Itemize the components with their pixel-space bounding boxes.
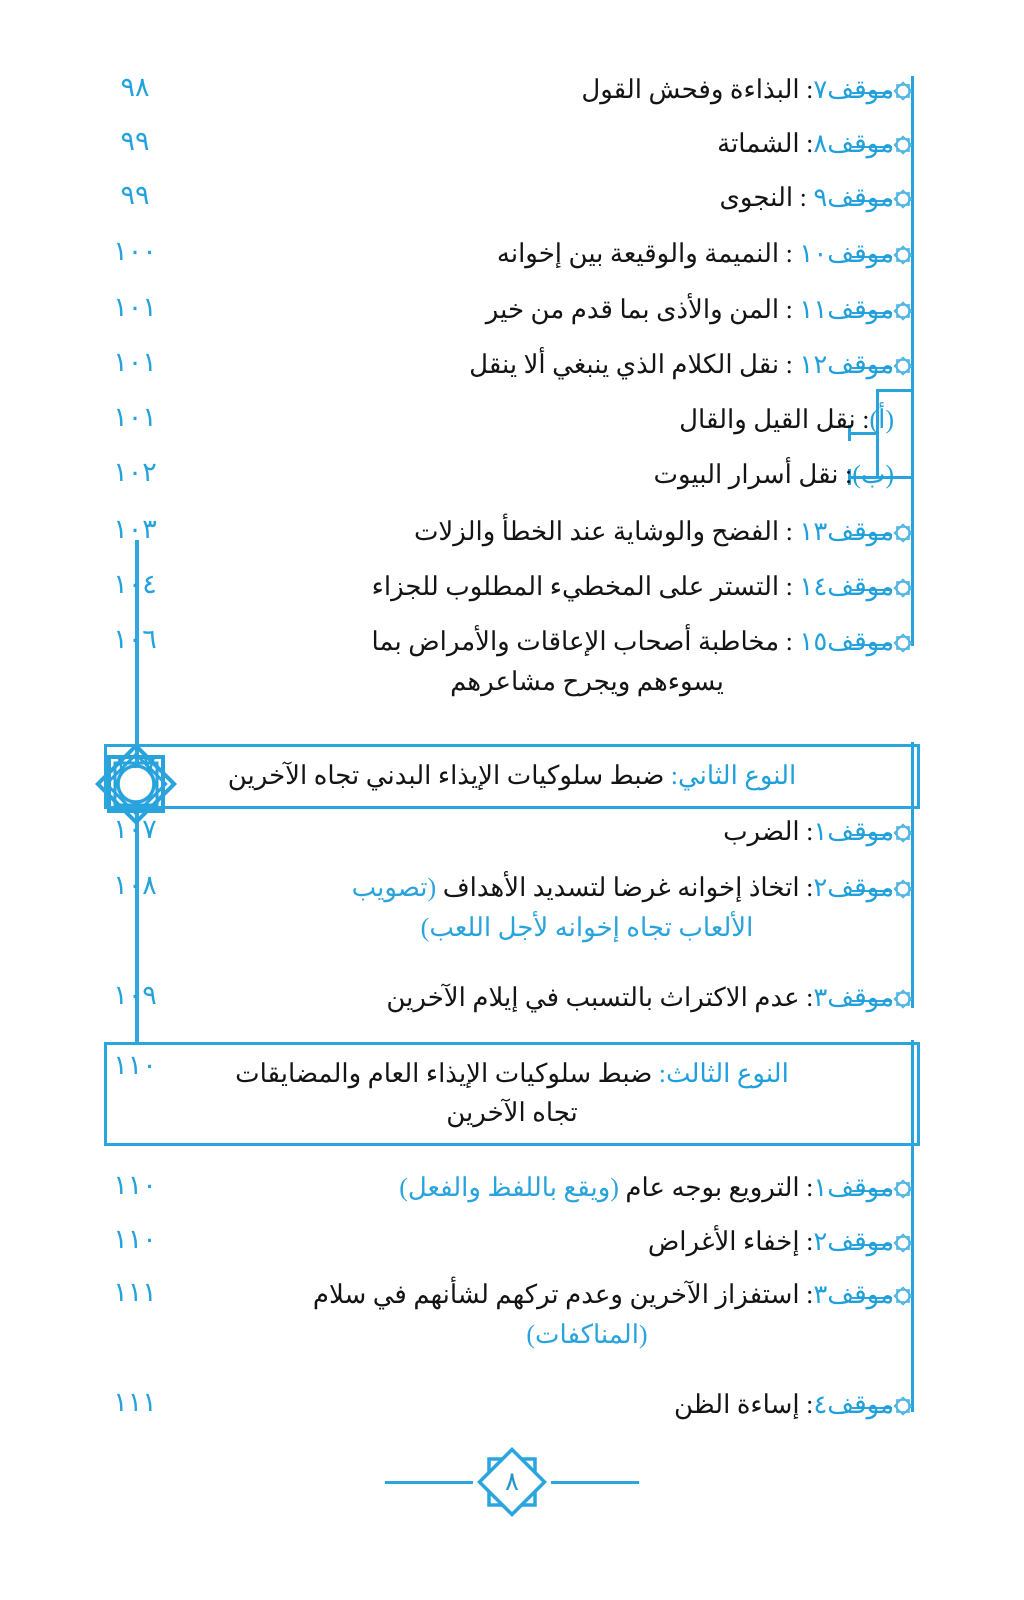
entry-label: موقف٧	[813, 75, 894, 104]
footer-rule-right	[385, 1481, 473, 1484]
entry-label: موقف٣	[813, 1280, 894, 1309]
page-number: ١٠١	[113, 347, 157, 377]
toc-item[interactable]	[280, 512, 894, 552]
toc-item[interactable]	[280, 567, 894, 607]
toc-item[interactable]	[280, 290, 894, 330]
toc-subitem[interactable]	[280, 455, 894, 495]
entry-label: موقف١	[813, 817, 894, 846]
entry-title: : نقل أسرار البيوت	[653, 460, 853, 489]
entry-title: : الشماتة	[717, 129, 814, 158]
entry-title: : استفزاز الآخرين وعدم تركهم لشأنهم في سلام	[312, 1280, 814, 1309]
entry-label: موقف٨	[813, 129, 894, 158]
toc-subitem[interactable]	[280, 400, 894, 440]
toc-item[interactable]	[280, 124, 894, 164]
section-type-box	[104, 1042, 920, 1146]
entry-title-paren: (تصويب	[351, 873, 437, 902]
entry-title: : إخفاء الأغراض	[647, 1227, 814, 1256]
entry-title-line2: (المناكفات)	[526, 1319, 648, 1349]
entry-label: موقف١٣	[799, 517, 894, 546]
toc-item[interactable]	[280, 622, 894, 701]
toc-item[interactable]	[280, 1168, 894, 1208]
toc-item[interactable]	[280, 1275, 894, 1354]
page-number: ١٠٦	[113, 624, 157, 654]
entry-title: : النميمة والوقيعة بين إخوانه	[496, 239, 800, 268]
section-type-title: ضبط سلوكيات الإيذاء العام والمضايقات	[235, 1059, 659, 1088]
page-number: ١١١	[113, 1387, 157, 1417]
page-number: ١٠١	[113, 292, 157, 322]
page-number: ٩٨	[120, 72, 150, 102]
entry-label: موقف١٠	[799, 239, 894, 268]
page-number: ٩٩	[120, 180, 150, 210]
entry-label: (أ)	[869, 405, 894, 434]
section-type-line	[123, 1054, 901, 1093]
section-type-label: النوع الثالث:	[658, 1059, 789, 1088]
entry-label: موقف١٥	[799, 627, 894, 656]
page-number: ٩٩	[120, 126, 150, 156]
page-number: ١١١	[113, 1277, 157, 1307]
page-number: ١٠١	[113, 402, 157, 432]
entry-title: : نقل القيل والقال	[679, 405, 870, 434]
section-type-title-line2: تجاه الآخرين	[446, 1098, 578, 1127]
page-number: ١١٠	[113, 1050, 157, 1080]
entry-title: : التستر على المخطيء المطلوب للجزاء	[371, 572, 800, 601]
page-number: ١١٠	[113, 1224, 157, 1254]
page-number: ١١٠	[113, 1170, 157, 1200]
entry-title: : الضرب	[723, 817, 814, 846]
footer-page-number-value: ٨	[505, 1467, 519, 1496]
entry-title-paren: (ويقع باللفظ والفعل)	[399, 1173, 619, 1202]
entry-title: : نقل الكلام الذي ينبغي ألا ينقل	[469, 350, 800, 379]
entry-title-line2: الألعاب تجاه إخوانه لأجل اللعب)	[420, 912, 754, 942]
toc-item[interactable]	[280, 868, 894, 947]
section-type-box	[104, 744, 920, 809]
entry-title: : الفضح والوشاية عند الخطأ والزلات	[413, 517, 800, 546]
entry-label: موقف٤	[813, 1390, 894, 1419]
toc-item[interactable]	[280, 1222, 894, 1262]
footer-star-icon	[473, 1443, 551, 1521]
entry-title-line2: يسوءهم ويجرح مشاعرهم	[450, 666, 724, 696]
page-number: ١٠٢	[113, 457, 157, 487]
page-number: ١٠٧	[113, 814, 157, 844]
toc-item[interactable]	[280, 812, 894, 852]
page-number: ١٠٧	[113, 750, 157, 780]
entry-label: موقف٢	[813, 1227, 894, 1256]
entry-label: موقف٢	[813, 873, 894, 902]
entry-label: موقف١٢	[799, 350, 894, 379]
section-type-line	[123, 756, 901, 795]
footer-page-number	[0, 1442, 1024, 1522]
page-number: ١٠٣	[113, 514, 157, 544]
entry-title: : مخاطبة أصحاب الإعاقات والأمراض بما	[371, 627, 800, 656]
entry-label: موقف١	[813, 1173, 894, 1202]
entry-title: : إساءة الظن	[674, 1390, 814, 1419]
entry-label: موقف١٤	[799, 572, 894, 601]
footer-rule-left	[551, 1481, 639, 1484]
entry-title: : عدم الاكتراث بالتسبب في إيلام الآخرين	[386, 983, 814, 1012]
entry-title: : المن والأذى بما قدم من خير	[485, 295, 800, 324]
page-number: ١٠٩	[113, 980, 157, 1010]
page-number: ١٠٤	[113, 569, 157, 599]
entry-title: : اتخاذ إخوانه غرضا لتسديد الأهداف	[436, 873, 814, 902]
toc-item[interactable]	[280, 345, 894, 385]
section-type-label: النوع الثاني:	[670, 761, 797, 790]
entry-title: : الترويع بوجه عام	[618, 1173, 814, 1202]
entry-title: : النجوى	[719, 183, 814, 212]
page-number: ١٠٠	[113, 236, 157, 266]
entry-label: موقف٩	[813, 183, 894, 212]
toc-item[interactable]	[280, 70, 894, 110]
entry-label: (ب)	[852, 460, 894, 489]
toc-item[interactable]	[280, 178, 894, 218]
toc-item[interactable]	[280, 978, 894, 1018]
section-type-title: ضبط سلوكيات الإيذاء البدني تجاه الآخرين	[227, 761, 671, 790]
entry-label: موقف٣	[813, 983, 894, 1012]
toc-item[interactable]	[280, 1385, 894, 1425]
page-number: ١٠٨	[113, 870, 157, 900]
toc-item[interactable]	[280, 234, 894, 274]
entry-label: موقف١١	[799, 295, 894, 324]
entry-title: : البذاءة وفحش القول	[581, 75, 814, 104]
